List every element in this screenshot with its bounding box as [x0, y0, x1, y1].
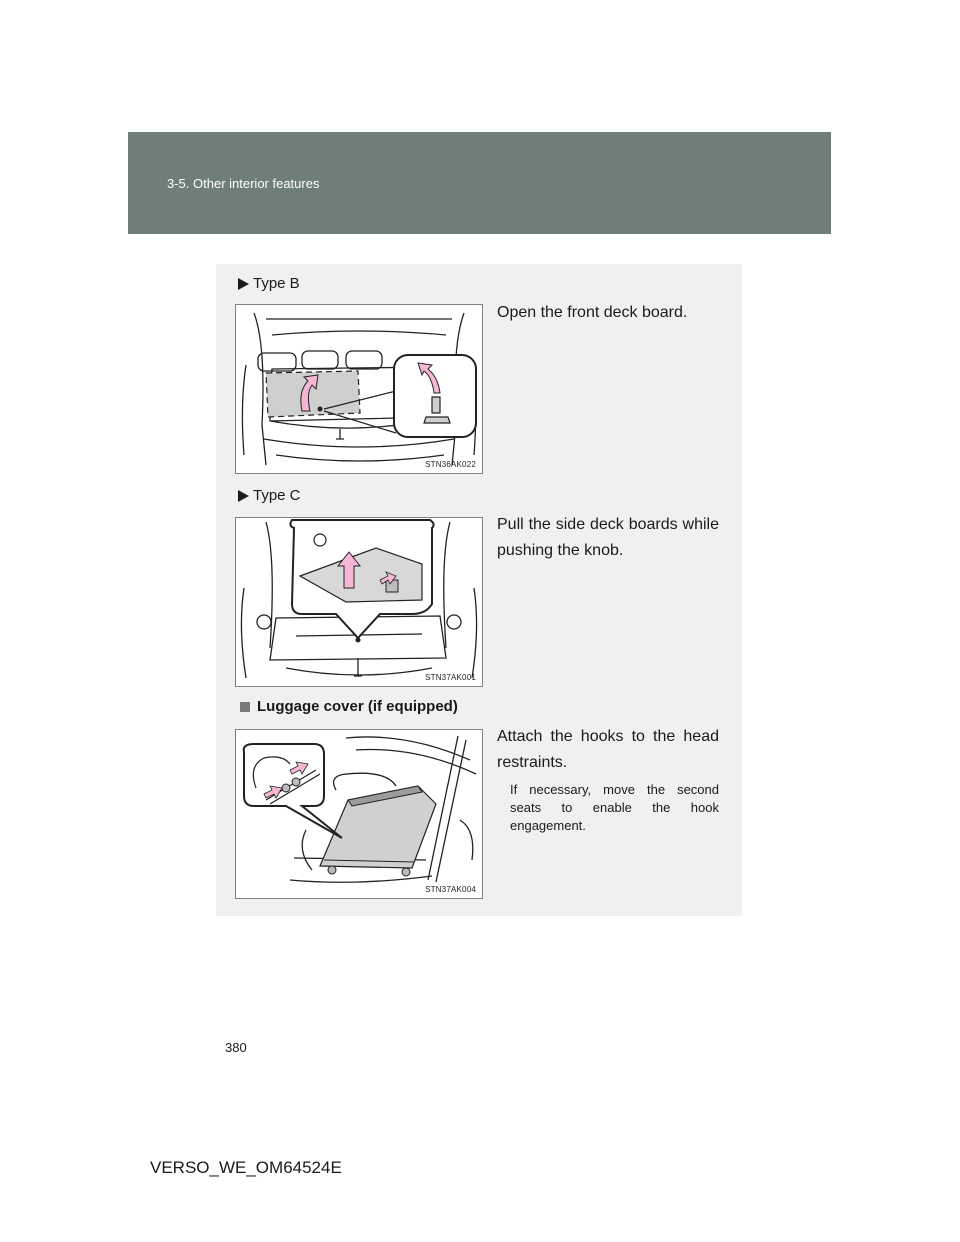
type-c-instruction: Pull the side deck boards while pushing the knob. — [497, 516, 719, 559]
gray-square-icon — [240, 702, 250, 712]
type-c-figure-code: STN37AK001 — [425, 673, 476, 682]
luggage-cover-note: If necessary, move the second seats to enable the hook engagement. — [510, 782, 719, 833]
luggage-cover-illustration — [236, 730, 482, 898]
luggage-cover-figure — [235, 729, 483, 899]
section-header-bar — [128, 132, 831, 234]
luggage-cover-heading — [240, 698, 458, 715]
type-b-label — [238, 275, 300, 292]
type-c-figure — [235, 517, 483, 687]
page-number: 380 — [225, 1040, 247, 1055]
type-b-figure — [235, 304, 483, 474]
section-title: 3-5. Other interior features — [167, 176, 320, 191]
type-b-illustration — [236, 305, 482, 473]
document-code: VERSO_WE_OM64524E — [150, 1158, 342, 1177]
type-c-label-text: Type C — [253, 487, 301, 504]
luggage-cover-figure-code: STN37AK004 — [425, 885, 476, 894]
type-c-illustration — [236, 518, 482, 686]
luggage-cover-heading-text: Luggage cover (if equipped) — [257, 698, 458, 715]
type-b-figure-code: STN36AK022 — [425, 460, 476, 469]
right-triangle-icon — [238, 278, 249, 290]
type-c-label — [238, 487, 301, 504]
right-triangle-icon — [238, 490, 249, 502]
type-b-label-text: Type B — [253, 275, 300, 292]
type-b-instruction: Open the front deck board. — [497, 304, 688, 321]
luggage-cover-instruction: Attach the hooks to the head restraints. — [497, 728, 719, 771]
